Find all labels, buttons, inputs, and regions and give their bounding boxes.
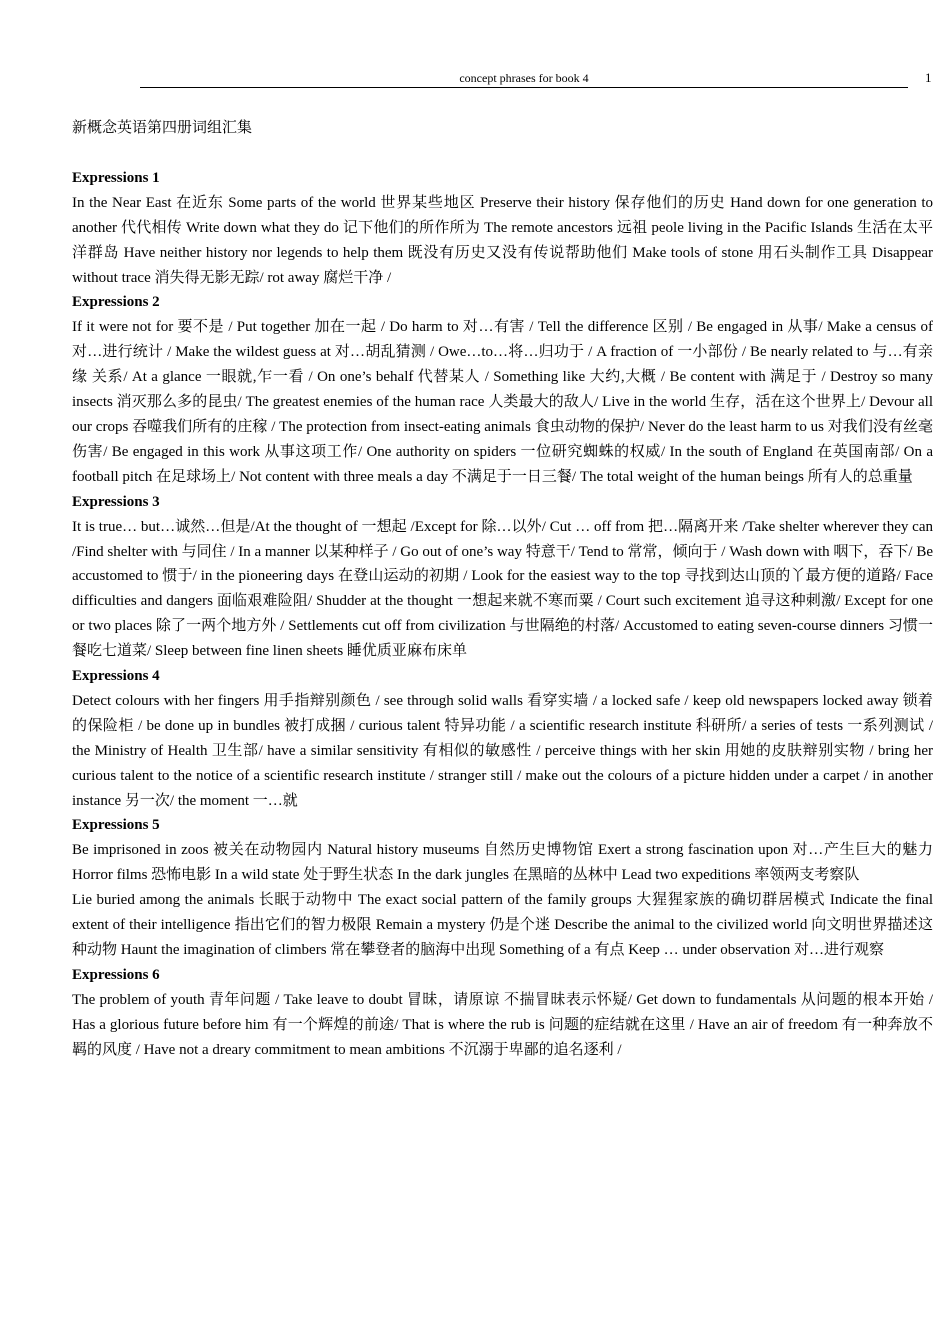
- section-body: If it were not for 要不是 / Put together 加在一起 / Do harm to 对…有害 / Tell the difference 区别 / Be engaged in 从事/ Make a census of 对…进行统计 / Make the wildest guess at 对…胡乱猜测 / Owe…to…将…归功于 / A fraction of 一小部份 / Be nearly related to 与…有亲缘 关系/ At a glance 一眼就,乍一看 / On one’s behalf 代替某人 / Something like 大约,大概 / Be content with 满足于 / Destroy so many insects 消灭那么多的昆虫/ The greatest enemies of the human race 人类最大的敌人/ Live in the world 生存，活在这个世界上/ Devour all our crops 吞噬我们所有的庄稼 / The protection from insect-eating animals 食虫动物的保护/ Never do the least harm to us 对我们没有丝毫伤害/ Be engaged in this work 从事这项工作/ One authority on spiders 一位研究蜘蛛的权威/ In the south of England 在英国南部/ On a football pitch 在足球场上/ Not content with three meals a day 不满足于一日三餐/ The total weight of the human beings 所有人的总重量: [72, 319, 933, 485]
- section-body: Detect colours with her fingers 用手指辩别颜色 / see through solid walls 看穿实墙 / a locked safe / keep old newspapers locked away 锁着的保险柜 / be done up in bundles 被打成捆 / curious talent 特异功能 / a scientific research institute 科研所/ a series of tests 一系列测试 / the Ministry of Health 卫生部/ have a similar sensitivity 有相似的敏感性 / perceive things with her skin 用她的皮肤辩别实物 / bring her curious talent to the notice of a scientific research institute / stranger still / make out the colours of a picture hidden under a carpet / in another instance 另一次/ the moment 一…就: [72, 692, 933, 809]
- section-body: Be imprisoned in zoos 被关在动物园内 Natural history museums 自然历史博物馆 Exert a strong fascination upon 对…产生巨大的魅力 Horror films 恐怖电影 In a wild state 处于野生状态 In the dark jungles 在黑暗的丛林中 Lead two expeditions 率领两支考察队: [72, 842, 933, 884]
- section-heading: Expressions 6: [72, 966, 160, 983]
- section-heading: Expressions 4: [72, 668, 160, 685]
- section-body: It is true… but…诚然…但是/At the thought of 一想起 /Except for 除…以外/ Cut … off from 把…隔离开来 /Take shelter wherever they can /Find shelter with 与同住 / In a manner 以某种样子 / Go out of one’s way 特意干/ Tend to 常常，倾向于 / Wash down with 咽下，吞下/ Be accustomed to 惯于/ in the pioneering days 在登山运动的初期 / Look for the easiest way to the top 寻找到达山顶的丫最方便的道路/ Face difficulties and dangers 面临艰难险阻/ Shudder at the thought 一想起来就不寒而粟 / Court such excitement 追寻这种刺激/ Except for one or two places 除了一两个地方外 / Settlements cut off from civilization 与世隔绝的村落/ Accustomed to eating seven-course dinners 习惯一餐吃七道菜/ Sleep between fine linen sheets 睡优质亚麻布床单: [72, 518, 934, 660]
- page-header: [140, 70, 908, 88]
- page-number: 1: [925, 70, 932, 85]
- section-heading: Expressions 1: [72, 169, 160, 186]
- document-content: [72, 116, 933, 1063]
- section-heading: Expressions 3: [72, 493, 160, 510]
- section-heading: Expressions 5: [72, 817, 160, 834]
- header-title: concept phrases for book 4: [459, 71, 589, 85]
- section-body: The problem of youth 青年问题 / Take leave to doubt 冒昧，请原谅 不揣冒昧表示怀疑/ Get down to fundamentals 从问题的根本开始 / Has a glorious future before him 有一个辉煌的前途/ That is where the rub is 问题的症结就在这里 / Have an air of freedom 有一种奔放不羁的风度 / Have not a dreary commitment to mean ambitions 不沉溺于卑鄙的追名逐利 /: [72, 991, 933, 1058]
- section-heading: Expressions 2: [72, 294, 160, 311]
- document-title: 新概念英语第四册词组汇集: [72, 120, 253, 136]
- section-body-continued: Lie buried among the animals 长眠于动物中 The exact social pattern of the family groups 大猩猩家族的确切群居模式 Indicate the final extent of their intelligence 指出它们的智力极限 Remain a mystery 仍是个迷 Describe the animal to the civilized world 向文明世界描述这种动物 Haunt the imagination of climbers 常在攀登者的脑海中出现 Something of a 有点 Keep … under observation 对…进行观察: [72, 892, 933, 958]
- section-body: In the Near East 在近东 Some parts of the world 世界某些地区 Preserve their history 保存他们的历史 Hand down for one generation to another 代代相传 Write down what they do 记下他们的所作所为 The remote ancestors 远祖 peole living in the Pacific Islands 生活在太平洋群岛 Have neither history nor legends to help them 既没有历史又没有传说帮助他们 Make tools of stone 用石头制作工具 Disappear without trace 消失得无影无踪/ rot away 腐烂干净 /: [72, 194, 933, 286]
